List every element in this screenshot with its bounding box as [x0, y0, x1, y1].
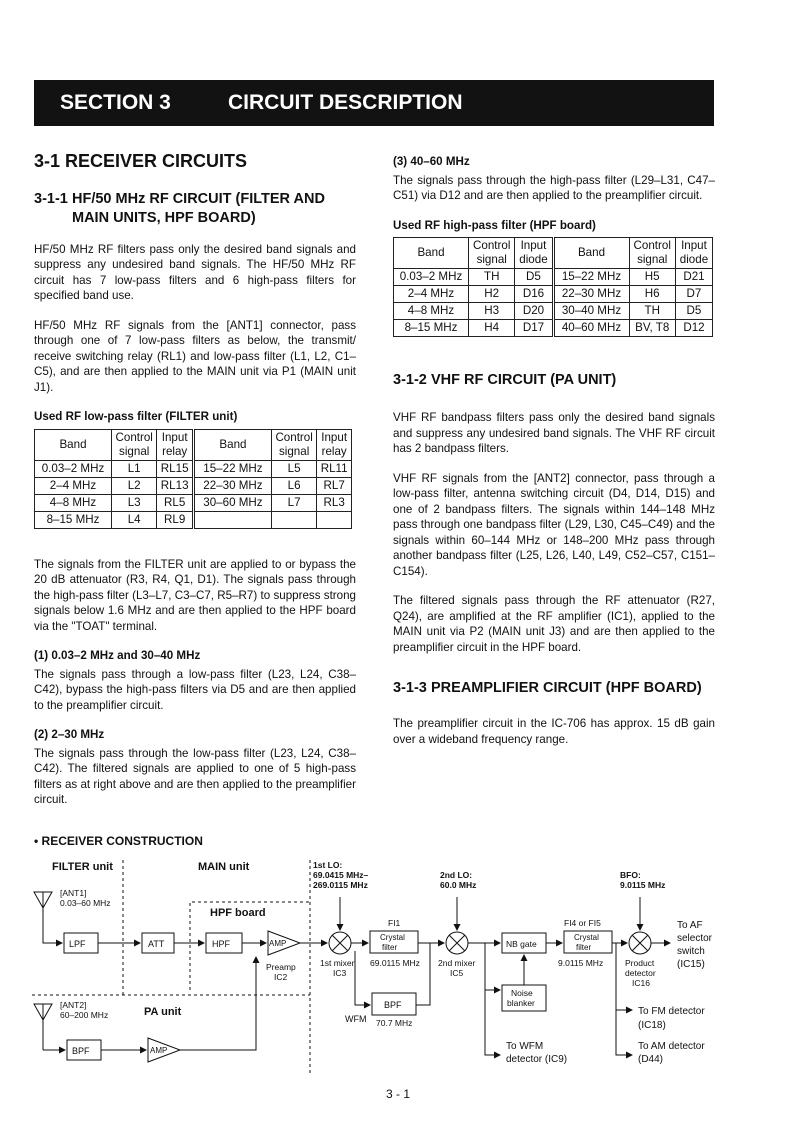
lo1-label-2: 69.0415 MHz– [313, 870, 369, 880]
crystal-2-label-2: filter [576, 943, 592, 952]
to-am-label-1: To AM detector [638, 1041, 705, 1052]
header-control-2: signal [278, 444, 310, 458]
hf-paragraph-3: The signals from the FILTER unit are applied to or bypass the 20 dB attenuator (R3, R4, Q1, D1). The signals pass through the high-pass filter (L3–L7, C3–C7, R5–R7) to suppress strong signals below 1.6 MHz and are then applied to the HPF board via the "TOAT" terminal. [34, 557, 356, 633]
header-input-1: Input [681, 239, 707, 252]
lo2-label-2: 60.0 MHz [440, 880, 477, 890]
table-row [35, 460, 352, 477]
table-cell: 2–4 MHz [394, 286, 469, 303]
preamp-heading-number: 3-1-3 [393, 680, 427, 696]
header-control-2: signal [476, 253, 507, 266]
product-label-1: Product [625, 958, 655, 968]
table-cell: H2 [469, 286, 515, 303]
left-column [34, 150, 356, 822]
bpf-wfm-label: BPF [384, 1000, 402, 1010]
right-column [393, 150, 715, 761]
hpf-table-caption: Used RF high-pass filter (HPF board) [393, 218, 596, 232]
pa-unit-label: PA unit [144, 1006, 182, 1018]
filter-unit-label: FILTER unit [52, 861, 113, 873]
table-row [394, 286, 713, 303]
block-diagram [30, 830, 720, 1080]
hf-paragraph-2: HF/50 MHz RF signals from the [ANT1] connector, pass through one of 7 low-pass filters as below, the transmit/ receive switching relay (RL1) and low-pass filter (L1, L2, C1–C5), and are then applied to the MAIN unit via P1 (MAIN unit J1). [34, 318, 356, 394]
header-input [515, 238, 553, 269]
to-fm-label-1: To FM detector [638, 1006, 705, 1017]
to-af-label-1: To AF [677, 920, 703, 931]
table-cell: RL5 [157, 494, 194, 511]
table-cell: H6 [629, 286, 675, 303]
table-cell: RL11 [317, 460, 352, 477]
amp-pa-label: AMP [150, 1046, 168, 1055]
mixer1-label-2: IC3 [333, 968, 347, 978]
header-band: Band [553, 238, 629, 269]
table-cell: D5 [675, 303, 712, 320]
table-cell: 15–22 MHz [553, 269, 629, 286]
header-band: Band [193, 429, 271, 460]
subsection-3-text: The signals pass through the high-pass filter (L29–L31, C47–C51) via D12 and are then applied to the preamplifier circuit. [393, 173, 715, 202]
table-cell: D16 [515, 286, 553, 303]
att-label: ATT [148, 939, 165, 949]
table-cell: D21 [675, 269, 712, 286]
lpf-table [34, 429, 352, 529]
table-cell: D20 [515, 303, 553, 320]
fi4-label: FI4 or FI5 [564, 918, 601, 928]
preamp-label-2: IC2 [274, 972, 288, 982]
if1-label: 69.0115 MHz [370, 958, 420, 968]
table-cell: BV, T8 [629, 320, 675, 337]
to-af-label-4: (IC15) [677, 959, 705, 970]
preamp-label-1: Preamp [266, 962, 296, 972]
table-cell: RL7 [317, 477, 352, 494]
header-control-1: Control [633, 239, 671, 252]
subsection-1-title: (1) 0.03–2 MHz and 30–40 MHz [34, 649, 201, 662]
lo2-label-1: 2nd LO: [440, 870, 473, 880]
crystal-1-label-1: Crystal [380, 933, 405, 942]
mixer2-label-1: 2nd mixer [438, 958, 476, 968]
header-control-1: Control [115, 430, 153, 444]
table-cell: 2–4 MHz [35, 477, 112, 494]
hpf-board-label: HPF board [210, 907, 266, 919]
header-band: Band [394, 238, 469, 269]
table-cell: H5 [629, 269, 675, 286]
table-cell: D17 [515, 320, 553, 337]
vhf-paragraph-2: VHF RF signals from the [ANT2] connector, pass through a low-pass filter, antenna switching circuit (D4, D14, D15) and one of 2 bandpass filters. The signals within 144–148 MHz pass through one bandpass filter (L29, L30, C45–C49) and the signals within 60–144 MHz or 148–200 MHz pass through another bandpass filter (L25, L26, L40, L49, C52–C57, C151–C154). [393, 471, 715, 578]
construction-title: • RECEIVER CONSTRUCTION [34, 834, 203, 848]
table-row [394, 303, 713, 320]
table-cell: 30–40 MHz [553, 303, 629, 320]
receiver-construction-diagram [30, 830, 720, 1080]
table-row [35, 511, 352, 528]
table-cell: 22–30 MHz [193, 477, 271, 494]
nb-gate-label: NB gate [506, 939, 537, 949]
noise-label-1: Noise [511, 988, 533, 998]
hpf-label: HPF [212, 939, 230, 949]
table-header-row [35, 429, 352, 460]
table-cell: 4–8 MHz [394, 303, 469, 320]
mixer2-label-2: IC5 [450, 968, 464, 978]
table-cell: L7 [271, 494, 316, 511]
vhf-paragraph-3: The filtered signals pass through the RF attenuator (R27, Q24), are amplified at the RF amplifier (IC1), applied to the MAIN unit via P2 (MAIN unit J3) and are then applied to the preamplifier circuit in the HPF board. [393, 594, 715, 654]
subsection-3-title: (3) 40–60 MHz [393, 155, 470, 168]
ant2-range: 60–200 MHz [60, 1010, 109, 1020]
hf-heading-line2: MAIN UNITS, HPF BOARD) [72, 209, 256, 226]
lpf-label: LPF [69, 939, 86, 949]
lpf-table-caption: Used RF low-pass filter (FILTER unit) [34, 410, 238, 423]
subsection-2-title: (2) 2–30 MHz [34, 728, 105, 741]
hf-heading-line1: HF/50 MHz RF CIRCUIT (FILTER AND [72, 190, 325, 207]
table-cell: 0.03–2 MHz [394, 269, 469, 286]
to-af-label-3: switch [677, 946, 705, 957]
vhf-heading-number: 3-1-2 [393, 372, 427, 388]
header-input-1: Input [161, 430, 188, 444]
hf-heading-number: 3-1-1 [34, 190, 68, 207]
to-af-label-2: selector [677, 933, 713, 944]
wfm-freq-label: 70.7 MHz [376, 1018, 413, 1028]
bfo-label-1: BFO: [620, 870, 641, 880]
header-input [675, 238, 712, 269]
header-input-2: relay [162, 444, 188, 458]
table-row [394, 320, 713, 337]
table-header-row [394, 238, 713, 269]
table-row [35, 477, 352, 494]
crystal-2-label-1: Crystal [574, 933, 599, 942]
ant1-label: [ANT1] [60, 888, 87, 898]
header-control-1: Control [473, 239, 511, 252]
table-cell: 0.03–2 MHz [35, 460, 112, 477]
preamp-heading-title: PREAMPLIFIER CIRCUIT (HPF BOARD) [431, 680, 702, 696]
section-title: CIRCUIT DESCRIPTION [228, 91, 463, 114]
to-am-label-2: (D44) [638, 1054, 664, 1065]
wfm-label: WFM [345, 1014, 367, 1024]
subsection-1-text: The signals pass through a low-pass filter (L23, L24, C38–C42), bypass the high-pass filters via D5 and are then applied to the preamplifier circuit. [34, 667, 356, 712]
table-cell: L4 [112, 511, 157, 528]
vhf-heading [393, 371, 715, 390]
header-control [271, 429, 316, 460]
table-cell: RL13 [157, 477, 194, 494]
table-cell: TH [469, 269, 515, 286]
product-label-2: detector [625, 968, 656, 978]
header-input-2: diode [519, 253, 548, 266]
to-fm-label-2: (IC18) [638, 1020, 666, 1031]
header-band: Band [35, 429, 112, 460]
header-control-1: Control [275, 430, 313, 444]
ant1-range: 0.03–60 MHz [60, 898, 111, 908]
hpf-table [393, 237, 713, 337]
lo1-label-3: 269.0115 MHz [313, 880, 368, 890]
to-wfm-label-1: To WFM [506, 1041, 544, 1052]
antenna-1-icon [34, 892, 52, 924]
header-input-1: Input [520, 239, 547, 252]
table-cell: H3 [469, 303, 515, 320]
header-control-2: signal [637, 253, 668, 266]
header-input [157, 429, 194, 460]
table-cell: RL15 [157, 460, 194, 477]
fi1-label: FI1 [388, 918, 401, 928]
table-cell: L3 [112, 494, 157, 511]
table-cell: H4 [469, 320, 515, 337]
header-input [317, 429, 352, 460]
bpf-pa-label: BPF [72, 1046, 90, 1056]
table-cell: TH [629, 303, 675, 320]
table-row [394, 269, 713, 286]
table-cell: 40–60 MHz [553, 320, 629, 337]
table-cell: RL9 [157, 511, 194, 528]
header-control [469, 238, 515, 269]
table-cell: 22–30 MHz [553, 286, 629, 303]
section-banner [34, 80, 714, 126]
if2-label: 9.0115 MHz [558, 958, 604, 968]
header-input-2: diode [679, 253, 709, 266]
table-cell [193, 511, 271, 528]
subsection-2-text: The signals pass through the low-pass filter (L23, L24, C38–C42). The filtered signals are applied to one of 5 high-pass filters as at right above and are then applied to the preamplifier circuit. [34, 746, 356, 806]
header-control-2: signal [119, 444, 150, 458]
header-control [112, 429, 157, 460]
noise-label-2: blanker [507, 998, 535, 1008]
product-label-3: IC16 [632, 978, 650, 988]
table-cell: 8–15 MHz [394, 320, 469, 337]
table-cell: 8–15 MHz [35, 511, 112, 528]
preamp-heading [393, 679, 715, 698]
receiver-heading: 3-1 RECEIVER CIRCUITS [34, 151, 248, 171]
table-cell: RL3 [317, 494, 352, 511]
table-cell: L5 [271, 460, 316, 477]
preamp-paragraph-1: The preamplifier circuit in the IC-706 has approx. 15 dB gain over a wideband frequency range. [393, 717, 715, 746]
amp-label: AMP [269, 939, 287, 948]
header-input-2: relay [321, 444, 347, 458]
section-number: SECTION 3 [60, 91, 171, 114]
vhf-paragraph-1: VHF RF bandpass filters pass only the desired band signals and suppress any undesired band signals. The VHF RF circuit has 2 bandpass filters. [393, 411, 715, 455]
table-cell: L1 [112, 460, 157, 477]
antenna-2-icon [34, 1004, 52, 1050]
to-wfm-label-2: detector (IC9) [506, 1054, 568, 1065]
header-input-1: Input [321, 430, 348, 444]
table-row [35, 494, 352, 511]
table-cell: 4–8 MHz [35, 494, 112, 511]
table-cell: L2 [112, 477, 157, 494]
ant2-label: [ANT2] [60, 1000, 87, 1010]
table-cell [271, 511, 316, 528]
table-cell: L6 [271, 477, 316, 494]
table-cell: D12 [675, 320, 712, 337]
vhf-heading-title: VHF RF CIRCUIT (PA UNIT) [431, 372, 617, 388]
crystal-1-label-2: filter [382, 943, 398, 952]
mixer1-label-1: 1st mixer [320, 958, 355, 968]
table-cell: 15–22 MHz [193, 460, 271, 477]
page-number: 3 - 1 [385, 1087, 410, 1101]
table-cell: D7 [675, 286, 712, 303]
bfo-label-2: 9.0115 MHz [620, 880, 666, 890]
table-cell: D5 [515, 269, 553, 286]
table-cell [317, 511, 352, 528]
hf-paragraph-1: HF/50 MHz RF filters pass only the desired band signals and suppress any undesired band signals. The HF/50 MHz RF circuit has 7 low-pass filters and 6 high-pass filters for specified band use. [34, 242, 356, 302]
hf-heading [34, 190, 356, 228]
header-control [629, 238, 675, 269]
lo1-label-1: 1st LO: [313, 860, 343, 870]
main-unit-label: MAIN unit [198, 861, 250, 873]
table-cell: 30–60 MHz [193, 494, 271, 511]
